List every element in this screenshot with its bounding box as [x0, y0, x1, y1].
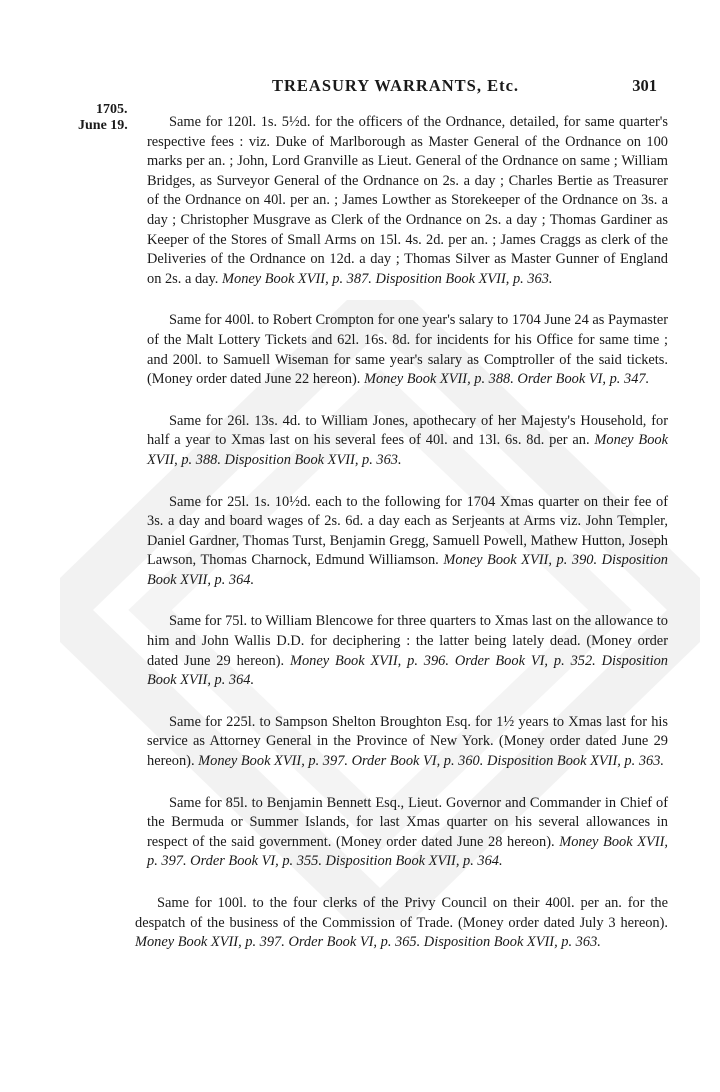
entry-paragraph: [147, 612, 668, 690]
entry-text: Same for 120l. 1s. 5½d. for the officers of the Ordnance, detailed, for same quarter's respective fees : viz. Duke of Marlborough as Master General of the Ordnance on 100 marks per an. ; John, Lord Granville as Lieut. General of the Ordnance on same ; William Bridges, as Surveyor General of the Ordnance on 2s. a day ; Charles Bertie as Treasurer of the Ordnance on 40l. per an. ; James Lowther as Storekeeper of the Ordnance on 3s. a day ; Christopher Musgrave as Clerk of the Ordnance on 2s. a day ; Thomas Gardiner as Keeper of the Stores of Small Arms on 15l. 4s. 2d. per an. ; James Craggs as clerk of the Deliveries of the Ordnance on 12d. a day ; Thomas Silver as Master Gunner of England on 2s. a day.: [147, 114, 668, 287]
entry-paragraph: [147, 493, 668, 591]
entry-reference: Money Book XVII, p. 397. Order Book VI, p. 360. Disposition Book XVII, p. 363.: [198, 753, 665, 770]
entry-reference: Money Book XVII, p. 388. Disposition Book XVII, p. 363.: [147, 432, 668, 468]
entry-text: Same for 225l. to Sampson Shelton Broughton Esq. for 1½ years to Xmas last for his service as Attorney General in the Province of New York. (Money order dated June 29 hereon).: [147, 713, 668, 770]
entry-text: Same for 75l. to William Blencowe for three quarters to Xmas last on the allowance to him and John Wallis D.D. for deciphering : the latter being lately dead. (Money order dated June 29 hereon).: [147, 613, 668, 669]
entry-reference: Money Book XVII, p. 397. Order Book VI, p. 365. Disposition Book XVII, p. 363.: [135, 934, 601, 951]
page-number: 301: [632, 76, 657, 95]
entry-paragraph: [147, 113, 668, 289]
entry-reference: Money Book XVII, p. 387. Disposition Book XVII, p. 363.: [222, 270, 553, 287]
entry-text: Same for 26l. 13s. 4d. to William Jones, apothecary of her Majesty's Household, for half a year to Xmas last on his several fees of 40l. and 13l. 6s. 8d. per an.: [147, 412, 668, 449]
entry-reference: Money Book XVII, p. 396. Order Book VI, p. 352. Disposition Book XVII, p. 364.: [147, 652, 668, 689]
entry-text: Same for 85l. to Benjamin Bennett Esq., Lieut. Governor and Commander in Chief of the Bermuda or Summer Islands, for last Xmas quarter on his several allowances in respect of the said government. (Money order dated June 28 hereon).: [147, 794, 668, 850]
entry-paragraph: [147, 311, 668, 389]
margin-year: 1705.: [96, 102, 128, 117]
entry-paragraph: [147, 713, 668, 772]
entry-reference: Money Book XVII, p. 397. Order Book VI, p. 355. Disposition Book XVII, p. 364.: [147, 833, 668, 870]
entry-text: Same for 100l. to the four clerks of the Privy Council on their 400l. per an. for the despatch of the business of the Commission of Trade. (Money order dated July 3 hereon).: [135, 895, 668, 931]
entry-paragraph: [147, 412, 668, 471]
margin-date: June 19.: [78, 118, 128, 133]
entry-reference: Money Book XVII, p. 388. Order Book VI, p. 347.: [363, 371, 650, 388]
running-title: TREASURY WARRANTS, Etc.: [272, 76, 520, 95]
entry-text: Same for 25l. 1s. 10½d. each to the following for 1704 Xmas quarter on their fee of 3s. a day and board wages of 2s. 6d. a day each as Serjeants at Arms viz. John Templer, Daniel Gardner, Thomas Turst, Benjamin Gregg, Samuell Powell, Mathew Hutton, Joseph Lawson, Thomas Charnock, Edmund Williamson.: [147, 493, 668, 569]
entry-paragraph: [147, 794, 668, 872]
entry-reference: Money Book XVII, p. 390. Disposition Book XVII, p. 364.: [147, 552, 668, 588]
body-text: [135, 113, 668, 975]
entry-text: Same for 400l. to Robert Crompton for one year's salary to 1704 June 24 as Paymaster of the Malt Lottery Tickets and 62l. 16s. 8d. for incidents for his Office for same time ; and 200l. to Samuell Wiseman for same year's salary as Comptroller of the said tickets. (Money order dated June 22 hereon).: [147, 312, 668, 388]
entry-paragraph: [135, 894, 668, 953]
